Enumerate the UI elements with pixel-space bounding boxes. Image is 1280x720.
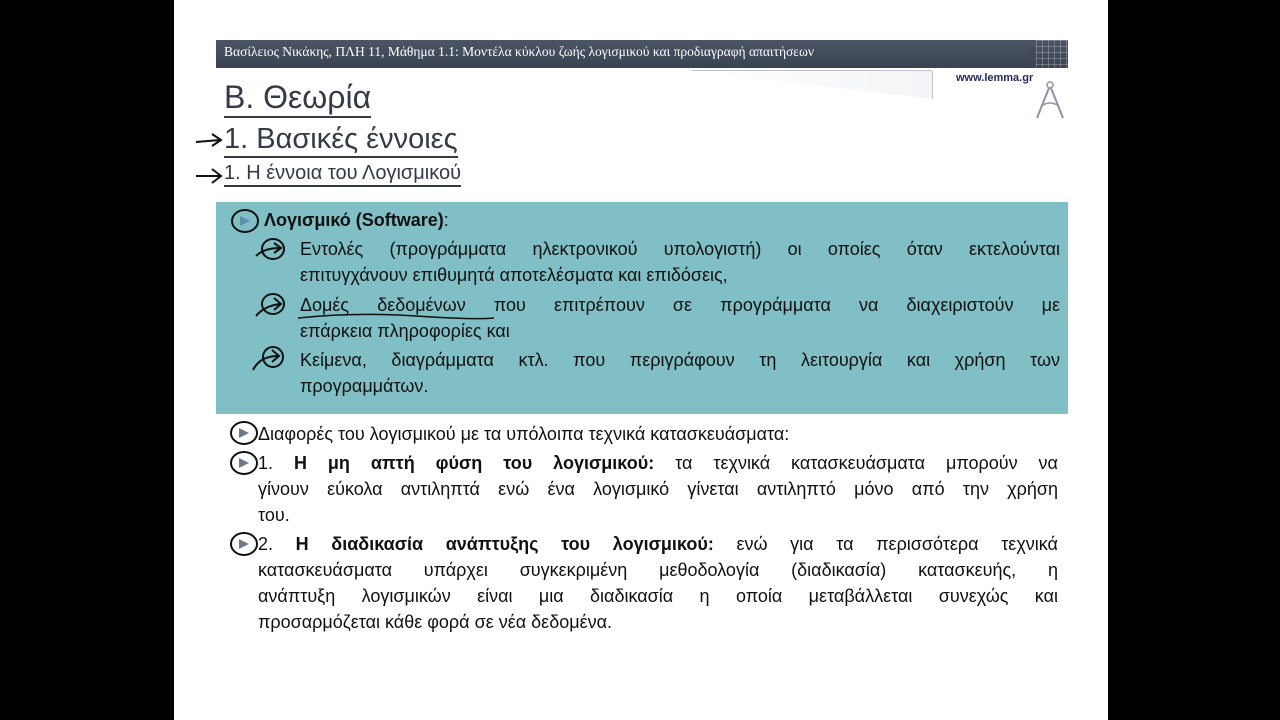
point2-line1 — [258, 532, 1058, 556]
point2-line4: προσαρμόζεται κάθε φορά σε νέα δεδομένα. — [258, 612, 613, 632]
handwritten-underline — [296, 306, 496, 326]
handwritten-check-icon — [254, 292, 286, 320]
circled-bullet-icon — [228, 450, 260, 478]
handwritten-arrow-icon — [194, 130, 224, 150]
point2-number: 2. — [258, 534, 274, 554]
handwritten-check-icon — [254, 236, 286, 264]
point1-line2: γίνουν εύκολα αντιληπτά ενώ ένα λογισμικό γίνεται αντιληπτό μόνο από την χρήση — [258, 479, 1058, 499]
circled-bullet-icon — [228, 420, 260, 448]
header-grid-decoration — [1036, 40, 1068, 68]
software-heading — [264, 208, 449, 232]
point1-line3: του. — [258, 505, 290, 525]
item1-line1: Εντολές (προγράμματα ηλεκτρονικού υπολογιστή) οι οποίες όταν εκτελούνται — [300, 239, 1060, 259]
point2-line3: ανάπτυξη λογισμικών είναι μια διαδικασία η οποία μεταβάλλεται συνεχώς και — [258, 586, 1058, 606]
slide — [174, 0, 1108, 720]
item1-line2: επιτυγχάνουν επιθυμητά αποτελέσματα και επιδόσεις, — [300, 265, 728, 285]
circled-bullet-icon — [228, 530, 260, 558]
handwritten-check-icon — [252, 344, 284, 372]
header-title: Βασίλειος Νικάκης, ΠΛΗ 11, Μάθημα 1.1: Μοντέλα κύκλου ζωής λογισμικού και προδιαγραφή απαιτήσεων — [224, 44, 814, 59]
software-definition-box — [216, 202, 1068, 414]
item3-line1: Κείμενα, διαγράμματα κτλ. που περιγράφουν τη λειτουργία και χρήση των — [300, 350, 1060, 370]
point2-line2: κατασκευάσματα υπάρχει συγκεκριμένη μεθοδολογία (διαδικασία) κατασκευής, η — [258, 560, 1058, 580]
software-heading-colon: : — [443, 210, 449, 230]
point1-bold: Η μη απτή φύση του λογισμικού: — [293, 453, 655, 473]
point2-bold: Η διαδικασία ανάπτυξης του λογισμικού: — [295, 534, 714, 554]
compass-logo-icon — [1032, 80, 1068, 120]
point1-number: 1. — [258, 453, 274, 473]
section-heading-basic-concepts: 1. Βασικές έννοιες — [224, 122, 458, 158]
page-number: 4 — [1028, 46, 1036, 63]
item2-line2: επάρκεια πληροφορίες και — [300, 321, 510, 341]
site-url: www.lemma.gr — [956, 72, 1034, 84]
software-heading-label: Λογισμικό (Software) — [264, 210, 444, 230]
differences-intro: Διαφορές του λογισμικού με τα υπόλοιπα τεχνικά κατασκευάσματα: — [258, 424, 790, 444]
handwritten-arrow-icon — [194, 166, 224, 186]
circled-bullet-icon — [230, 207, 262, 235]
header-bar — [216, 40, 1068, 68]
section-heading-software-concept: 1. Η έννοια του Λογισμικού — [224, 161, 461, 187]
item3-line2: προγραμμάτων. — [300, 376, 429, 396]
point1-rest: τα τεχνικά κατασκευάσματα μπορούν να — [675, 453, 1058, 473]
slide-title: Β. Θεωρία — [224, 78, 371, 118]
item2-line1: Δομές δεδομένων που επιτρέπουν σε προγράμματα να διαχειριστούν με — [300, 295, 1060, 315]
point2-rest: ενώ για τα περισσότερα τεχνικά — [736, 534, 1058, 554]
point1-line1 — [258, 451, 1058, 475]
logo-divider — [692, 70, 933, 99]
